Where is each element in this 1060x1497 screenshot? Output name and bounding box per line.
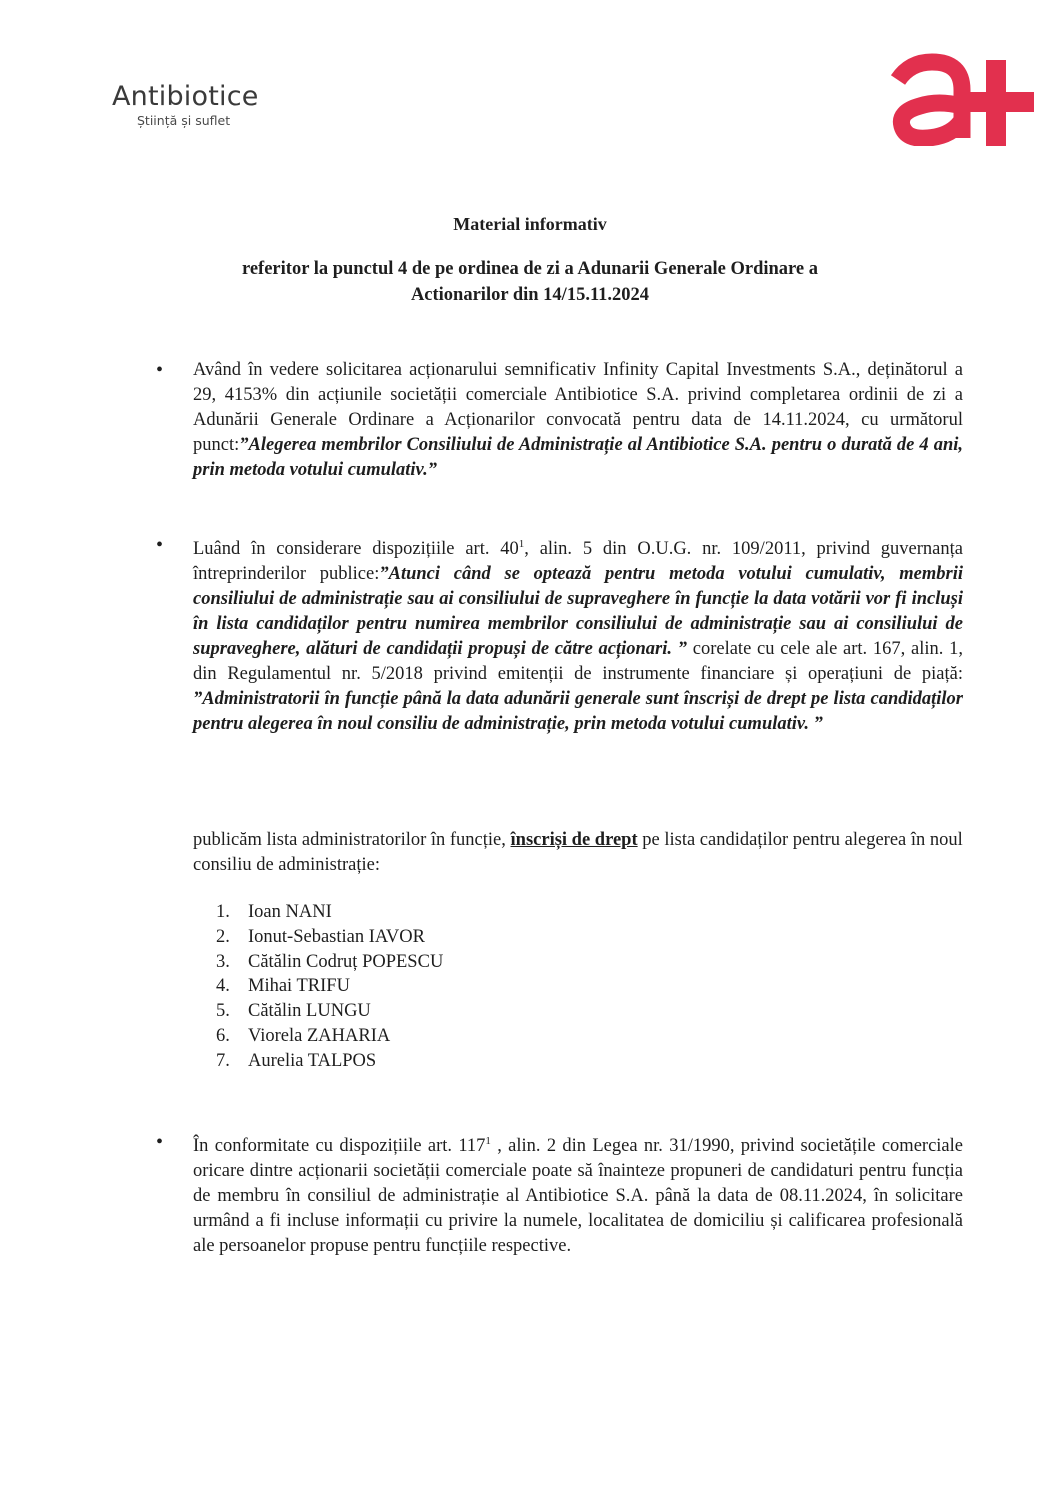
bullet-paragraph-3 (193, 1129, 963, 1259)
item-name: Ioan NANI (248, 902, 332, 922)
intro-part-2: pe lista candidaților pentru alegerea în noul consiliu de administrație: (193, 830, 963, 875)
bullet-2-part-1: Luând în considerare dispozițiile art. 40 (193, 539, 519, 560)
item-number: 6. (216, 1025, 230, 1046)
bullet-paragraph-2 (193, 532, 963, 737)
list-item (216, 1049, 443, 1074)
item-number: 2. (216, 926, 230, 947)
brand-name: Antibiotice (112, 81, 259, 112)
superscript: 1 (485, 1135, 491, 1147)
item-number: 1. (216, 902, 230, 922)
subtitle-line-2: Actionarilor din 14/15.11.2024 (410, 285, 650, 305)
list-item (216, 1024, 443, 1049)
bullet-marker: • (156, 1131, 164, 1153)
list-item (216, 974, 443, 999)
document-title: Material informativ (453, 214, 607, 234)
item-name: Mihai TRIFU (248, 976, 350, 997)
bullet-2-emphasis-1: ”Atunci când se optează pentru metoda votului cumulativ, membrii consiliului de administrație sau ai consiliului de supraveghere în funcție la data votării vor fi incluși în lista candidaților pentru numirea membrilor consiliului de administrație sau ai consiliului de supraveghere, alături de candidații propuși de către acționari. ” (193, 564, 963, 660)
item-number: 4. (216, 976, 230, 997)
item-number: 3. (216, 951, 230, 972)
bullet-2-part-2: , alin. 5 din O.U.G. nr. 109/2011, privind guvernanța întreprinderilor publice: (193, 539, 963, 585)
bullet-2-part-3: corelate cu cele ale art. 167, alin. 1, din Regulamentul nr. 5/2018 privind emitenții de instrumente financiare și operațiuni de piață: (193, 639, 963, 685)
item-number: 5. (216, 1001, 230, 1022)
subtitle-line-1: referitor la punctul 4 de pe ordinea de zi a Adunarii Generale Ordinare a (241, 259, 819, 279)
document-subtitle (0, 256, 1060, 308)
bullet-1-text: Având în vedere solicitarea acționarului semnificativ Infinity Capital Investments S.A., deținătorul a 29, 4153% din acțiunile societății comerciale Antibiotice S.A. privind completarea ordinii de zi a Adunării Generale Ordinare a Acționarilor convocată pentru data de 14.11.2024, cu următorul punct: (193, 360, 963, 455)
administrators-intro (193, 828, 968, 878)
bullet-marker: • (156, 359, 164, 381)
brand-block (112, 82, 259, 128)
intro-emphasis: înscriși de drept (510, 830, 638, 850)
bullet-1-emphasis: ”Alegerea membrilor Consiliului de Administrație al Antibiotice S.A. pentru o durată de 4 ani, prin metoda votului cumulativ.” (193, 435, 963, 480)
item-name: Aurelia TALPOS (248, 1050, 377, 1071)
a-plus-logo-icon (888, 50, 1034, 146)
item-name: Viorela ZAHARIA (248, 1025, 391, 1046)
list-item (216, 900, 443, 925)
intro-part-1: publicăm lista administratorilor în funcție, (193, 830, 511, 850)
bullet-3-part-1: În conformitate cu dispozițiile art. 117 (193, 1136, 486, 1157)
bullet-paragraph-1 (193, 358, 963, 483)
superscript: 1 (518, 538, 525, 550)
list-item (216, 999, 443, 1024)
bullet-2-emphasis-2: ”Administratorii în funcție până la data adunării generale sunt înscriși de drept pe lista candidaților pentru alegerea în noul consiliu de administrație, prin metoda votului cumulativ. ” (193, 689, 963, 735)
item-name: Ionut-Sebastian IAVOR (248, 926, 425, 947)
item-number: 7. (216, 1050, 230, 1071)
item-name: Cătălin LUNGU (248, 1001, 371, 1022)
administrators-list (216, 900, 443, 1074)
bullet-marker: • (156, 534, 164, 556)
list-item (216, 925, 443, 950)
list-item (216, 950, 443, 975)
bullet-3-part-2: , alin. 2 din Legea nr. 31/1990, privind societățile comerciale oricare dintre acționarii societății comerciale poate să înainteze propuneri de candidaturi pentru funcția de membru în consiliul de administrație al Antibiotice S.A. până la data de 08.11.2024, în solicitare urmând a fi incluse informații cu privire la numele, localitatea de domiciliu și calificarea profesională ale persoanelor propuse pentru funcțiile respective. (193, 1136, 963, 1257)
brand-tagline: Știință și suflet (137, 113, 231, 128)
item-name: Cătălin Codruț POPESCU (248, 951, 444, 972)
